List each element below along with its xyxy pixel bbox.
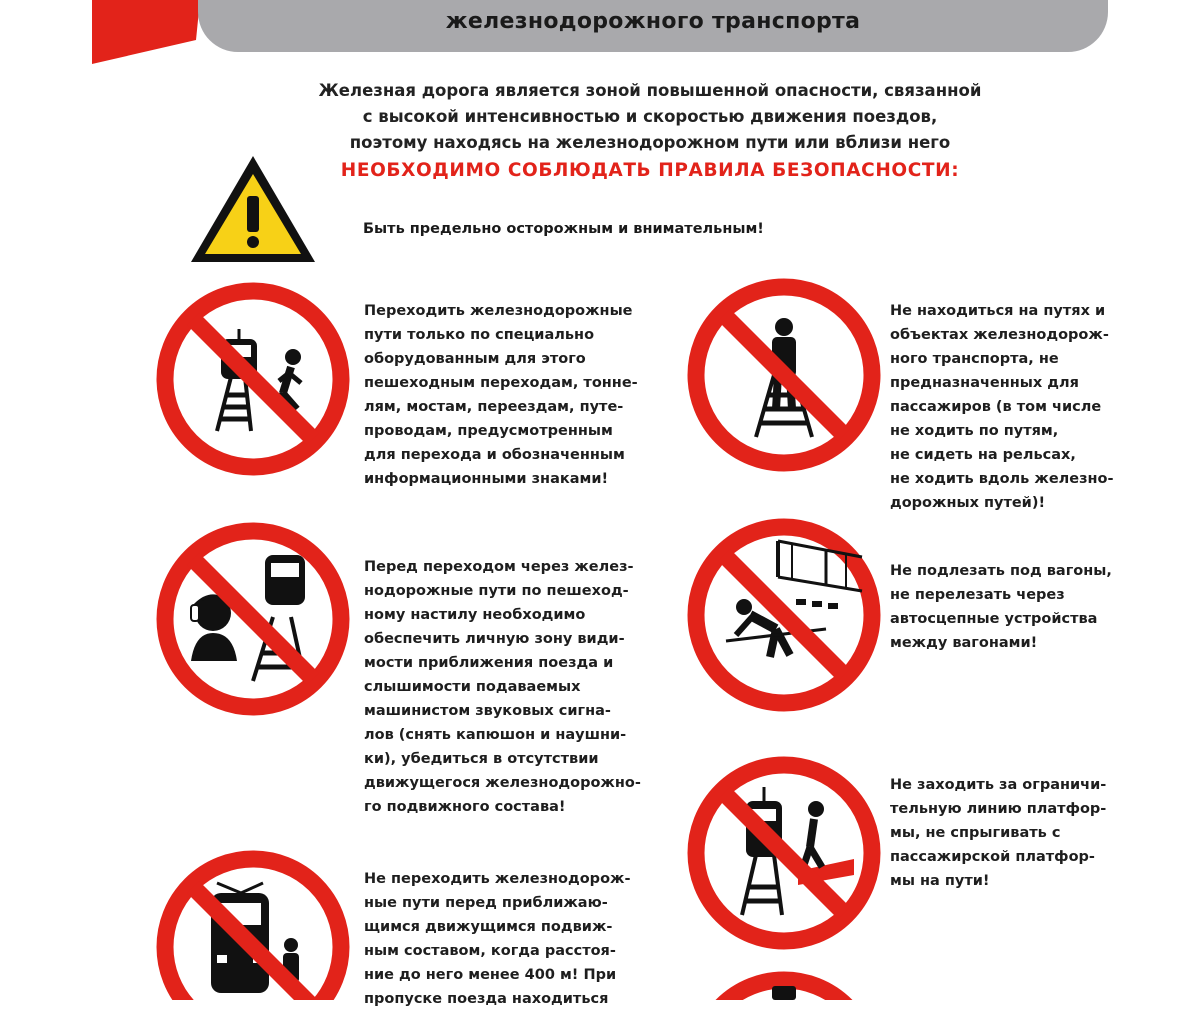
page-title: железнодорожного транспорта [445,9,861,34]
rule-line: не сидеть на рельсах, [890,447,1076,463]
safety-headline: НЕОБХОДИМО СОБЛЮДАТЬ ПРАВИЛА БЕЗОПАСНОСТИ: [340,160,960,181]
intro-line: с высокой интенсивностью и скоростью движения поездов, [362,107,938,126]
rule-line: Не переходить железнодорож- [364,871,631,887]
warning-triangle-icon [187,152,319,266]
rule-line: ние до него менее 400 м! При [364,967,617,983]
rule-text [364,299,638,491]
rule-line: го подвижного состава! [364,799,566,815]
rule-line: ного транспорта, не [890,351,1059,367]
rule-line: лов (снять капюшон и наушни- [364,727,627,743]
rule-line: между вагонами! [890,635,1038,651]
rule-line: пути только по специально [364,327,595,343]
rule-line: ным составом, когда расстоя- [364,943,616,959]
rule-line: щимся движущимся подвиж- [364,919,613,935]
no-crossing-in-front-of-train-icon [155,281,351,477]
rule-line: пропуске поезда находиться [364,991,609,1007]
rule-line: ному настилу необходимо [364,607,586,623]
rule-line: лям, мостам, переездам, путе- [364,399,624,415]
red-corner-flag [0,0,210,70]
rule-line: ки), убедиться в отсутствии [364,751,599,767]
rule-line: Перед переходом через желез- [364,559,634,575]
rule-line: пешеходным переходам, тонне- [364,375,638,391]
rule-line: слышимости подаваемых [364,679,581,695]
rule-line: тельную линию платфор- [890,801,1107,817]
rule-line: Не заходить за ограничи- [890,777,1107,793]
rule-line: машинистом звуковых сигна- [364,703,611,719]
rule-line: не ходить по путям, [890,423,1059,439]
rule-line: Переходить железнодорожные [364,303,633,319]
rule-line: мы на пути! [890,873,990,889]
rule-line: нодорожные пути по пешеход- [364,583,629,599]
rule-line: ные пути перед приближаю- [364,895,608,911]
rule-line: дорожных путей)! [890,495,1046,511]
no-walking-on-tracks-icon [686,277,882,473]
rule-line: пассажиров (в том числе [890,399,1102,415]
rule-line: для перехода и обозначенным [364,447,625,463]
rule-text [890,559,1112,655]
rule-line: Не подлезать под вагоны, [890,563,1112,579]
no-crossing-before-approaching-train-icon [155,849,351,1000]
no-crawling-under-wagons-icon [686,517,882,713]
rule-text [890,299,1114,515]
rule-line: пассажирской платфор- [890,849,1095,865]
rule-line: автосцепные устройства [890,611,1098,627]
rule-line: мы, не спрыгивать с [890,825,1061,841]
rule-line: движущегося железнодорожно- [364,775,641,791]
rule-text [364,555,641,819]
no-platform-edge-icon [686,755,882,951]
rule-line: предназначенных для [890,375,1079,391]
rule-line: объектах железнодорож- [890,327,1109,343]
rule-line: Не находиться на путях и [890,303,1106,319]
rule-line: не перелезать через [890,587,1065,603]
rule-line: информационными знаками! [364,471,609,487]
caution-text: Быть предельно осторожным и внимательным! [363,221,764,237]
rule-line: оборудованным для этого [364,351,586,367]
rule-text [890,773,1106,893]
no-headphones-near-tracks-icon [155,521,351,717]
partial-prohibition-sign-icon [686,970,882,1000]
intro-line: Железная дорога является зоной повышенной опасности, связанной [318,81,982,100]
intro-line: поэтому находясь на железнодорожном пути или вблизи него [349,133,951,152]
rule-line: не ходить вдоль железно- [890,471,1114,487]
rule-line: обеспечить личную зону види- [364,631,625,647]
rule-text [364,867,630,1011]
header-banner [198,0,1108,52]
rule-line: мости приближения поезда и [364,655,614,671]
rule-line: проводам, предусмотренным [364,423,613,439]
intro-text [240,78,1060,156]
